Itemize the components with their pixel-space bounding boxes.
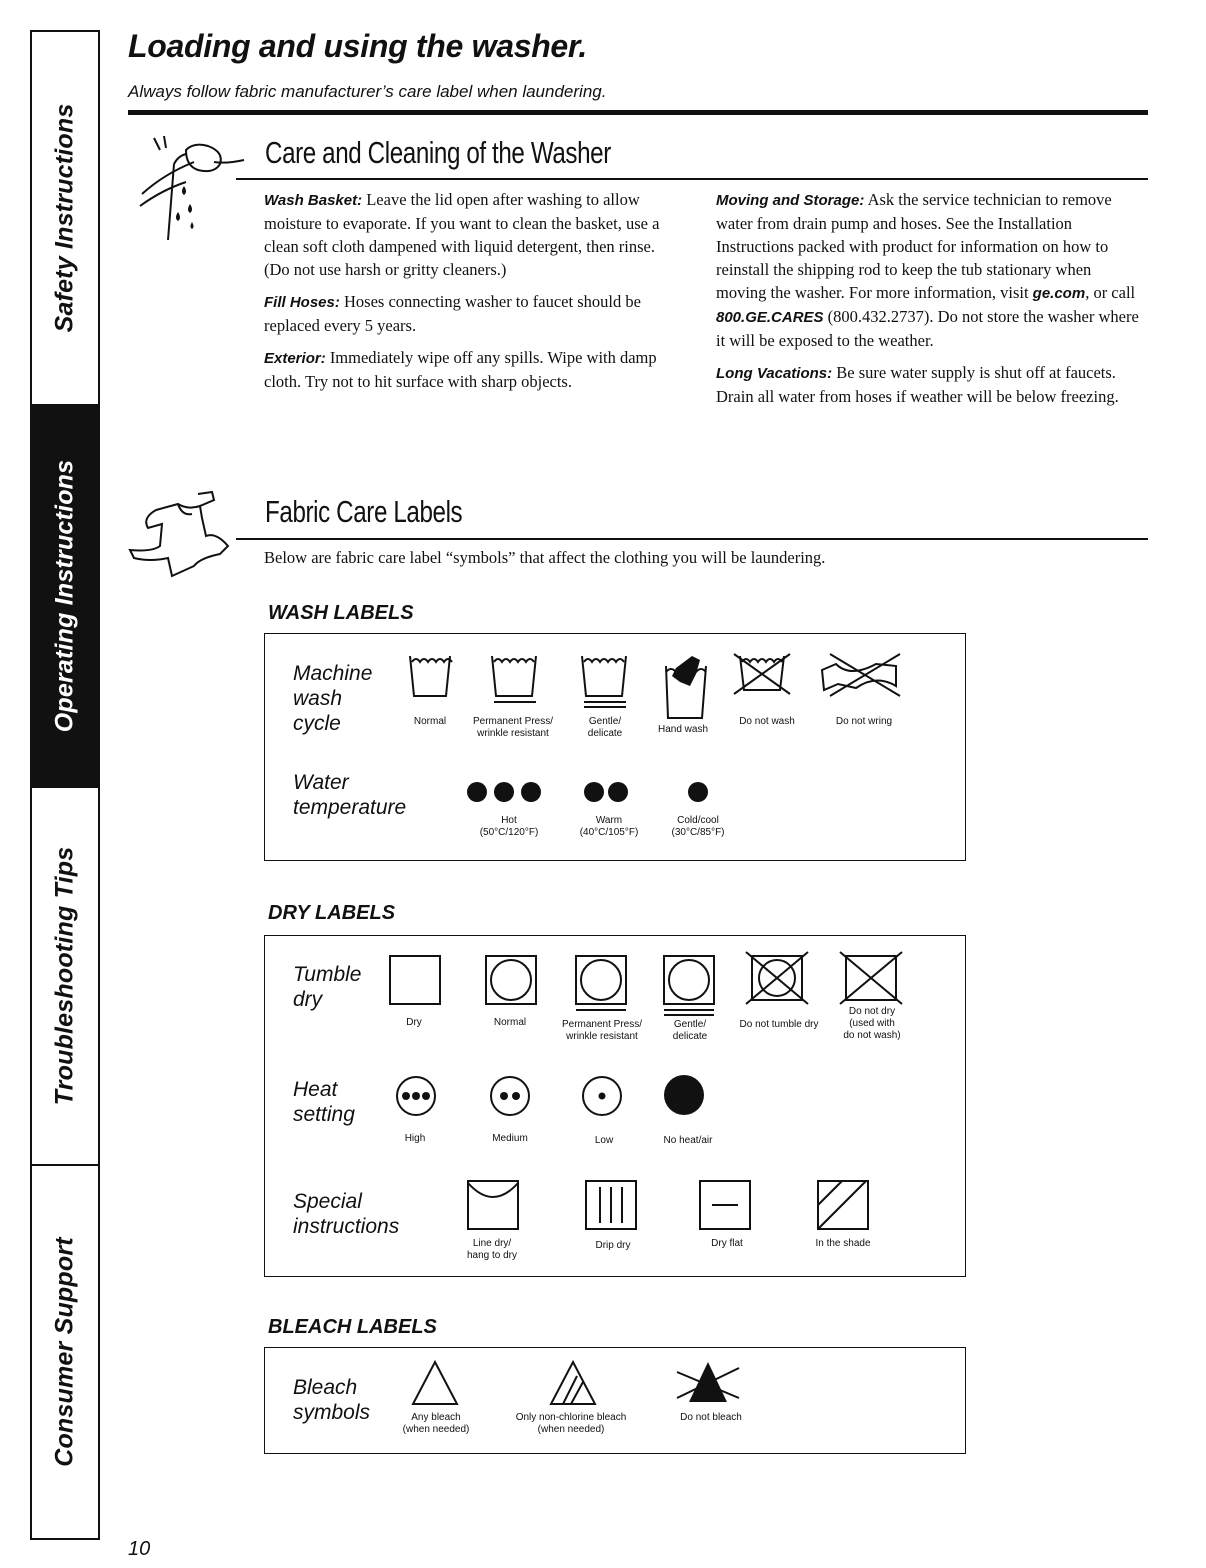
- tab-label: Consumer Support: [50, 1237, 79, 1467]
- wash-tub-permanent-press-icon: [492, 656, 536, 702]
- long-vacations-paragraph: [716, 361, 1140, 408]
- tab-operating-instructions[interactable]: [32, 406, 98, 788]
- care-right-column: [716, 188, 1140, 408]
- no-heat-icon: [664, 1075, 704, 1115]
- heat-caption: No heat/air: [663, 1135, 713, 1146]
- sponge-cleaning-icon: [134, 134, 244, 244]
- temp-caption: Hot (50°C/120°F): [479, 815, 539, 838]
- special-instructions-symbols: [460, 1175, 880, 1235]
- moving-storage-text-b: , or call: [1085, 283, 1136, 302]
- shirt-icon: [128, 488, 238, 578]
- bleach-caption: Do not bleach: [680, 1412, 742, 1423]
- tumble-dry-symbols: [380, 950, 910, 1020]
- wash-caption: Permanent Press/ wrinkle resistant: [472, 716, 554, 739]
- fill-hoses-text: Hoses connecting washer to faucet should be replaced every 5 years.: [264, 292, 641, 335]
- tumble-caption: Gentle/ delicate: [672, 1019, 708, 1042]
- page-number: 10: [128, 1538, 151, 1560]
- cold-dot-icon: [688, 782, 708, 802]
- moving-storage-paragraph: [716, 188, 1140, 352]
- bleach-symbols: [405, 1358, 755, 1410]
- bleach-caption: Only non-chlorine bleach (when needed): [515, 1412, 627, 1435]
- special-caption: In the shade: [815, 1238, 871, 1249]
- tumble-dry-permanent-press-icon: [576, 956, 626, 1010]
- tumble-dry-normal-icon: [486, 956, 536, 1004]
- tab-label: Safety Instructions: [50, 103, 79, 333]
- special-instructions-title: Special instructions: [293, 1190, 400, 1238]
- exterior-text: Immediately wipe off any spills. Wipe with damp cloth. Try not to hit surface with sharp objects.: [264, 348, 657, 391]
- wash-tub-do-not-wash-icon: [734, 654, 790, 694]
- wash-tub-gentle-icon: [582, 656, 626, 707]
- fill-hoses-paragraph: [264, 290, 674, 337]
- warm-dot-icon: [584, 782, 604, 802]
- dry-labels-heading: DRY LABELS: [268, 902, 396, 924]
- side-navigation: [30, 30, 100, 1540]
- do-not-dry-icon: [840, 952, 902, 1004]
- drip-dry-icon: [586, 1181, 636, 1229]
- tumble-dry-icon: [390, 956, 440, 1004]
- special-caption: Line dry/ hang to dry: [466, 1238, 518, 1261]
- do-not-tumble-dry-icon: [746, 952, 808, 1004]
- temp-caption: Warm (40°C/105°F): [579, 815, 639, 838]
- wash-tub-normal-icon: [410, 656, 452, 696]
- wash-caption: Hand wash: [657, 724, 709, 735]
- heat-setting-symbols: [390, 1070, 720, 1120]
- header-divider: [128, 110, 1148, 115]
- temp-caption: Cold/cool (30°C/85°F): [671, 815, 725, 838]
- ge-phone-name: 800.GE.CARES: [716, 309, 824, 326]
- care-section-divider: [236, 178, 1148, 180]
- bleach-caption: Any bleach (when needed): [402, 1412, 470, 1435]
- exterior-lead: Exterior:: [264, 350, 326, 367]
- heat-setting-title: Heat setting: [293, 1078, 355, 1126]
- tab-label: Troubleshooting Tips: [50, 846, 79, 1106]
- care-section-heading: Care and Cleaning of the Washer: [265, 135, 611, 170]
- wash-caption: Do not wash: [739, 716, 795, 727]
- heat-caption: Medium: [492, 1133, 528, 1144]
- tumble-caption: Dry: [406, 1017, 422, 1028]
- tab-label: Operating Instructions: [50, 459, 79, 733]
- medium-heat-icon: [491, 1077, 529, 1115]
- wash-caption: Do not wring: [835, 716, 893, 727]
- hot-dot-icon: [467, 782, 487, 802]
- long-vacations-text: Be sure water supply is shut off at faucets. Drain all water from hoses if weather will be below freezing.: [716, 363, 1119, 406]
- page-title: Loading and using the washer.: [128, 28, 587, 64]
- tumble-caption: Normal: [493, 1017, 527, 1028]
- bleach-labels-heading: BLEACH LABELS: [268, 1316, 437, 1338]
- machine-wash-cycle-title: Machine wash cycle: [293, 662, 373, 735]
- tumble-caption: Do not dry (used with do not wash): [843, 1006, 901, 1041]
- tumble-dry-gentle-icon: [664, 956, 714, 1015]
- wash-labels-heading: WASH LABELS: [268, 602, 414, 624]
- fabric-section-heading: Fabric Care Labels: [265, 494, 463, 529]
- exterior-paragraph: [264, 346, 674, 393]
- heat-caption: Low: [594, 1135, 614, 1146]
- bleach-symbols-title: Bleach symbols: [293, 1376, 371, 1424]
- tab-safety-instructions[interactable]: [32, 32, 98, 406]
- fabric-section-divider: [236, 538, 1148, 540]
- long-vacations-lead: Long Vacations:: [716, 365, 833, 382]
- care-left-column: [264, 188, 674, 393]
- water-temperature-title: Water temperature: [293, 771, 407, 819]
- tumble-caption: Do not tumble dry: [739, 1019, 819, 1030]
- wash-basket-lead: Wash Basket:: [264, 192, 363, 209]
- special-caption: Dry flat: [711, 1238, 743, 1249]
- ge-website-link[interactable]: ge.com: [1032, 285, 1086, 302]
- wash-caption: Gentle/ delicate: [587, 716, 623, 739]
- wash-basket-paragraph: [264, 188, 674, 281]
- wash-caption: Normal: [413, 716, 447, 727]
- tab-troubleshooting-tips[interactable]: [32, 788, 98, 1166]
- non-chlorine-bleach-icon: [551, 1362, 595, 1404]
- any-bleach-icon: [413, 1362, 457, 1404]
- do-not-wring-icon: [822, 654, 900, 696]
- in-the-shade-icon: [818, 1181, 868, 1229]
- special-caption: Drip dry: [595, 1240, 631, 1251]
- moving-storage-lead: Moving and Storage:: [716, 192, 865, 209]
- tab-consumer-support[interactable]: [32, 1166, 98, 1538]
- moving-storage-text: Ask the service technician to remove water from drain pump and hoses. See the Installation Instructions packed with product for information on how to reinstall the shipping rod to keep the tub stationary when moving the washer. For more information, visit: [716, 190, 1112, 302]
- tumble-caption: Permanent Press/ wrinkle resistant: [561, 1019, 643, 1042]
- wash-basket-text: Leave the lid open after washing to allow moisture to evaporate. If you want to clean the basket, use a clean soft cloth dampened with liquid detergent, then rinse. (Do not use harsh or gritty cleaners.): [264, 190, 660, 279]
- tumble-dry-title: Tumble dry: [293, 963, 362, 1011]
- moving-storage-text-c: (800.432.2737). Do not store the washer where it will be exposed to the weather.: [716, 307, 1139, 350]
- line-dry-icon: [468, 1181, 518, 1229]
- fabric-intro: Below are fabric care label “symbols” that affect the clothing you will be laundering.: [264, 548, 826, 567]
- heat-caption: High: [404, 1133, 426, 1144]
- page-subtitle: Always follow fabric manufacturer’s care label when laundering.: [128, 82, 607, 101]
- fill-hoses-lead: Fill Hoses:: [264, 294, 340, 311]
- water-temperature-dots: [460, 778, 720, 808]
- dry-flat-icon: [700, 1181, 750, 1229]
